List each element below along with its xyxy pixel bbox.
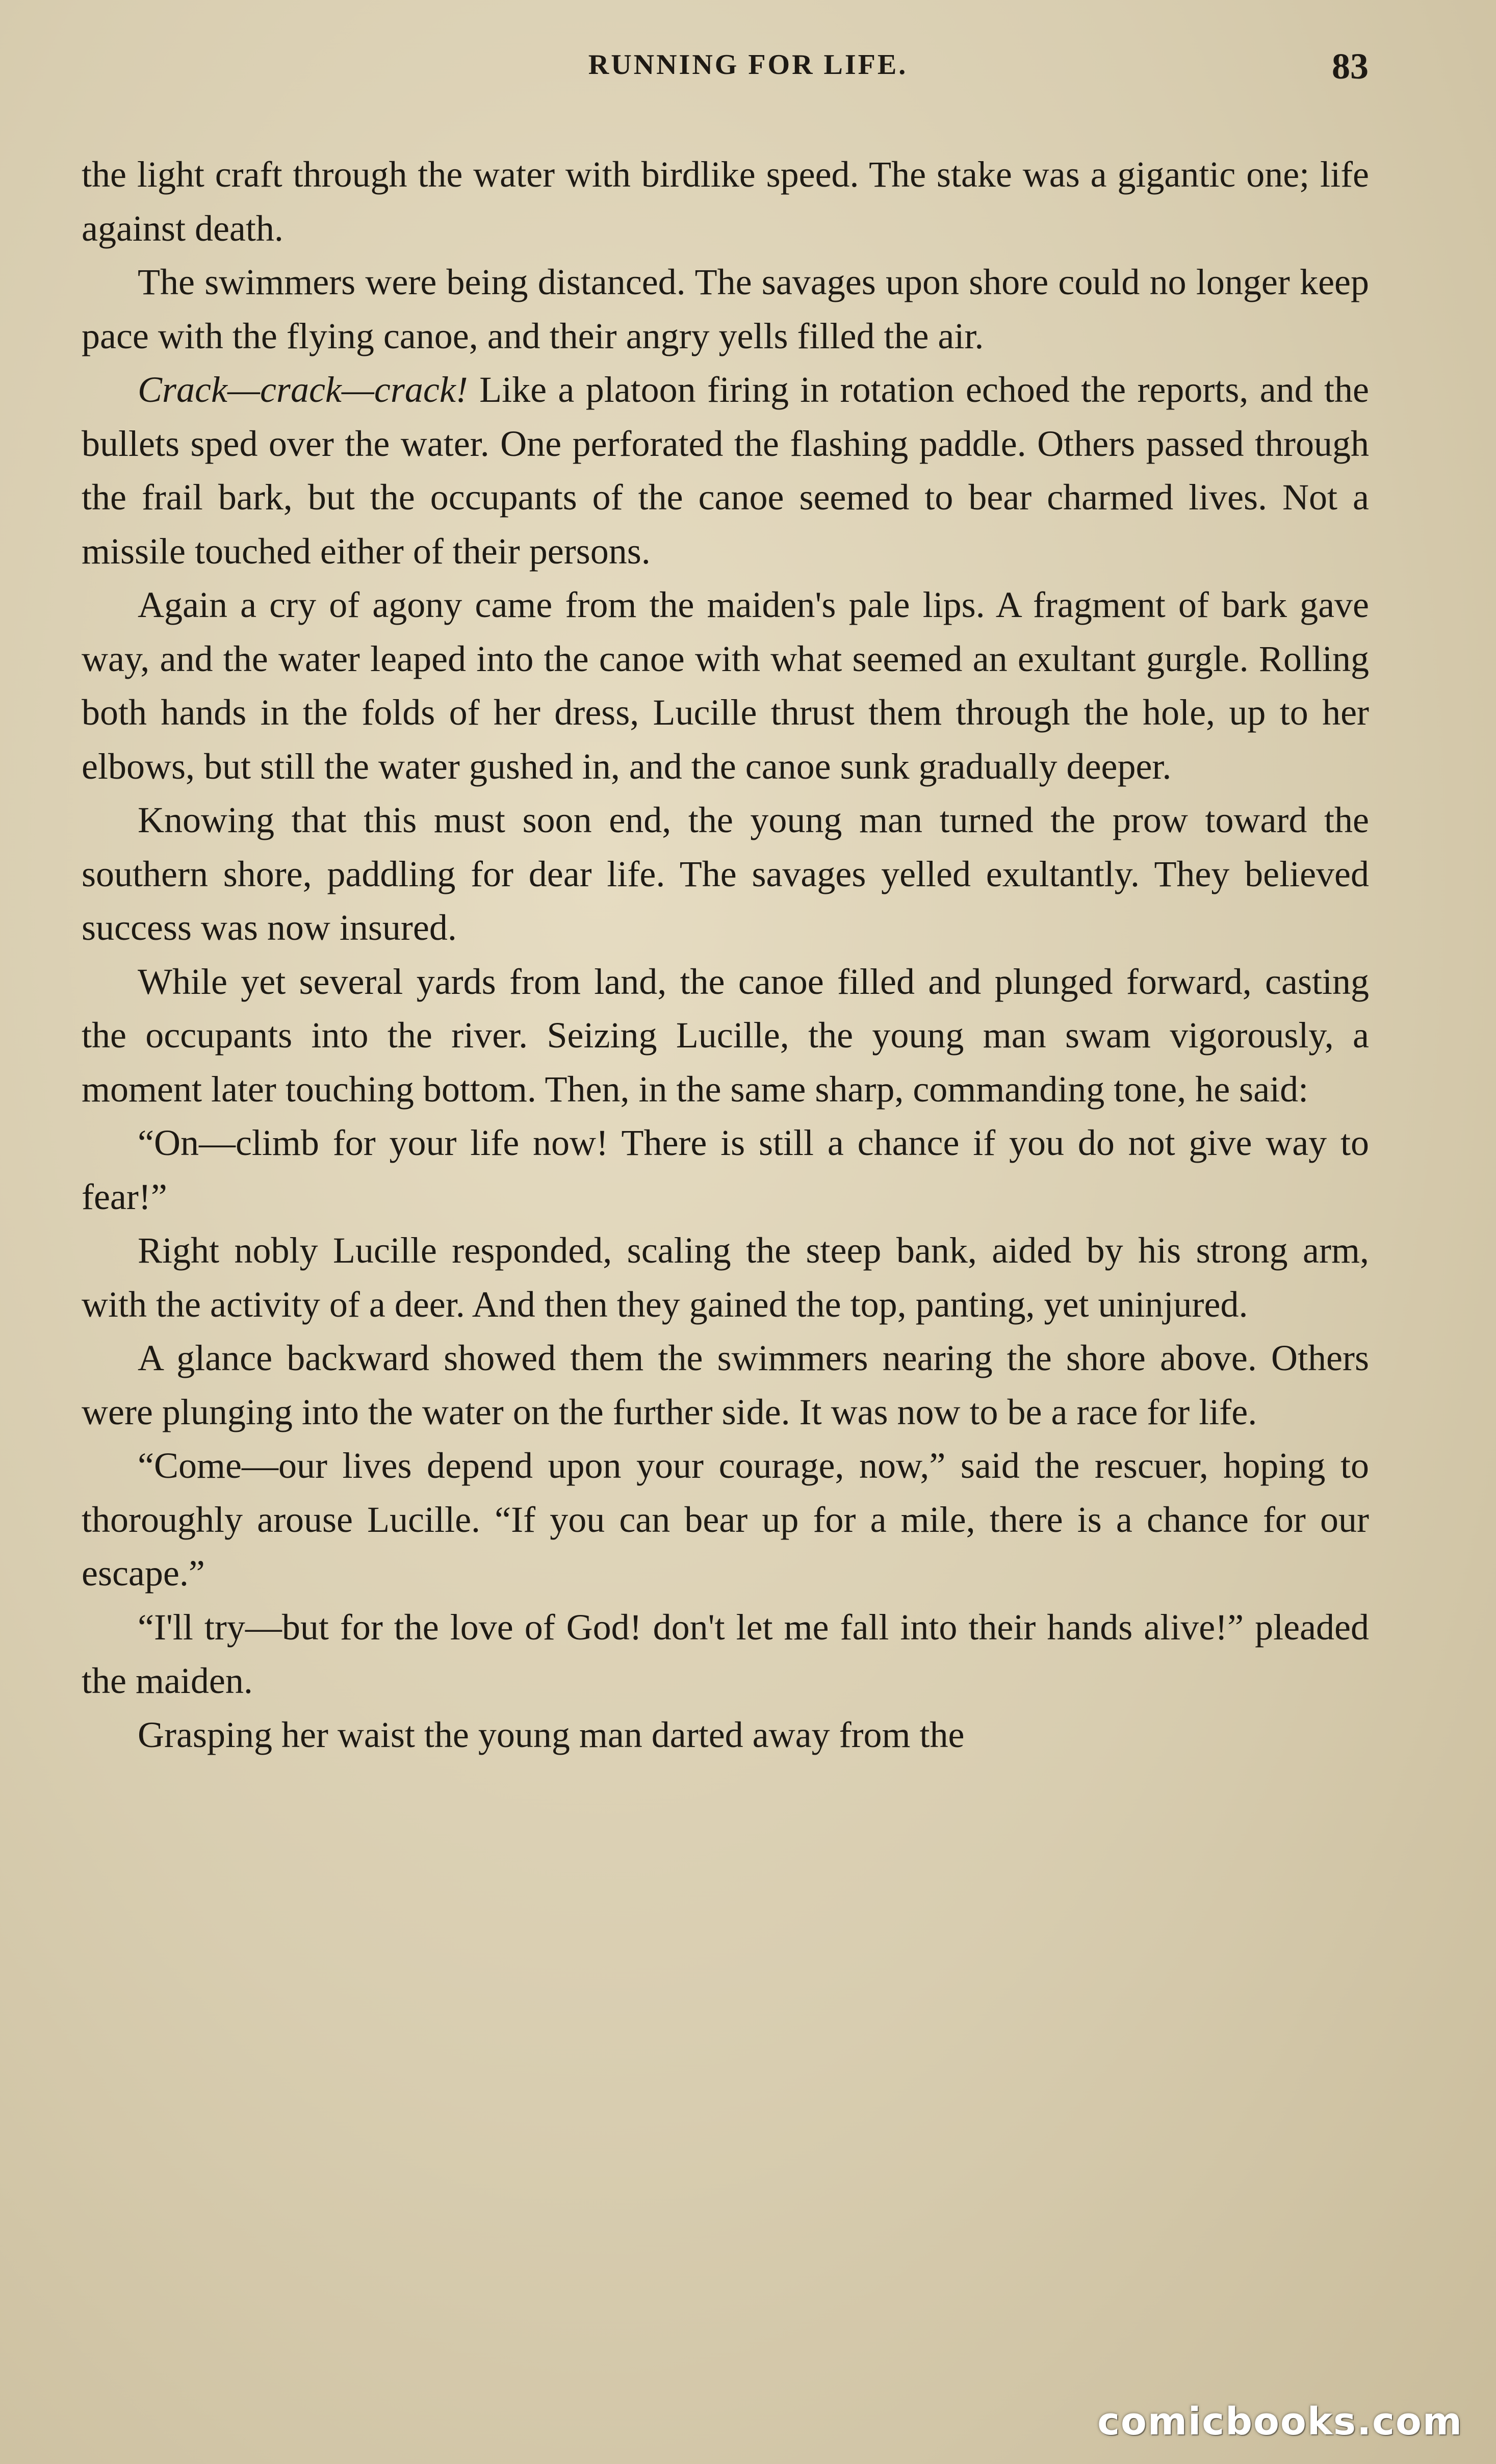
paragraph-2: The swimmers were being distanced. The savages upon shore could no longer keep pace with the flying canoe, and their angry yells filled the air. <box>82 262 1369 356</box>
paragraph-8: Right nobly Lucille responded, scaling the steep bank, aided by his strong arm, with the activity of a deer. And then they gained the top, panting, yet uninjured. <box>82 1230 1369 1325</box>
body-text <box>82 148 1369 1762</box>
paragraph-3 <box>82 363 1369 578</box>
paragraph-12: Grasping her waist the young man darted away from the <box>138 1714 965 1755</box>
paragraph-4: Again a cry of agony came from the maiden's pale lips. A fragment of bark gave way, and the water leaped into the canoe with what seemed an exultant gurgle. Rolling both hands in the folds of her dress, Lucille thrust them through the hole, up to her elbows, but still the water gushed in, and the canoe sunk gradually deeper. <box>82 584 1369 787</box>
running-head: RUNNING FOR LIFE. <box>588 49 908 81</box>
gunfire-sound: Crack—crack—crack! <box>138 369 468 410</box>
paragraph-7: “On—climb for your life now! There is still a chance if you do not give way to fear!” <box>82 1122 1369 1217</box>
page-number: 83 <box>1332 46 1369 87</box>
paragraph-1: the light craft through the water with birdlike speed. The stake was a gigantic one; life against death. <box>82 154 1369 249</box>
paragraph-5: Knowing that this must soon end, the young man turned the prow toward the southern shore, paddling for dear life. The savages yelled exultantly. They believed success was now insured. <box>82 800 1369 948</box>
watermark: comicbooks.com <box>1097 2400 1463 2444</box>
paragraph-3-text: Like a platoon firing in rotation echoed the reports, and the bullets sped over the water. One perforated the flashing paddle. Others passed through the frail bark, but the occupants of the canoe seemed to bear charmed lives. Not a missile touched either of their persons. <box>82 369 1369 572</box>
paragraph-10: “Come—our lives depend upon your courage, now,” said the rescuer, hoping to thoroughly arouse Lucille. “If you can bear up for a mile, there is a chance for our escape.” <box>82 1445 1369 1594</box>
paragraph-6: While yet several yards from land, the canoe filled and plunged forward, casting the occupants into the river. Seizing Lucille, the young man swam vigorously, a moment later touching bottom. Then, in the same sharp, commanding tone, he said: <box>82 961 1369 1110</box>
paragraph-11: “I'll try—but for the love of God! don't let me fall into their hands alive!” pleaded the maiden. <box>82 1606 1369 1701</box>
paragraph-9: A glance backward showed them the swimmers nearing the shore above. Others were plunging into the water on the further side. It was now to be a race for life. <box>82 1338 1369 1432</box>
page-header <box>0 48 1496 89</box>
